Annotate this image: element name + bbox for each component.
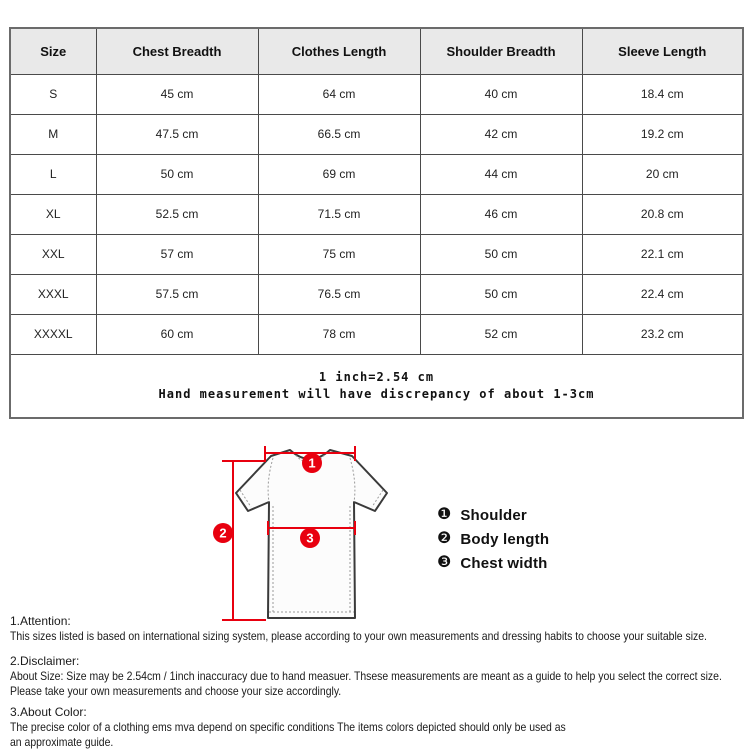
measurement-cell: 20 cm — [582, 154, 743, 194]
size-chart-table — [9, 27, 744, 419]
table-row — [10, 74, 743, 114]
circled-3-icon: ❸ — [437, 554, 452, 571]
measurement-cell: 23.2 cm — [582, 314, 743, 354]
attention-title: 1.Attention: — [10, 614, 71, 628]
table-row — [10, 154, 743, 194]
measurement-cell: 50 cm — [420, 234, 582, 274]
measurement-cell: 76.5 cm — [258, 274, 420, 314]
measurement-cell: 18.4 cm — [582, 74, 743, 114]
measurement-cell: 50 cm — [420, 274, 582, 314]
measurement-cell: 20.8 cm — [582, 194, 743, 234]
circled-2-icon: ❷ — [437, 530, 452, 547]
note-row — [10, 354, 743, 418]
column-header-shoulder: Shoulder Breadth — [420, 28, 582, 74]
diagram-legend — [437, 503, 549, 575]
marker-3-number: 3 — [306, 530, 314, 546]
about-color-body-line2: an approximate guide. — [10, 735, 114, 749]
marker-1-number: 1 — [308, 455, 316, 471]
measurement-cell: 22.4 cm — [582, 274, 743, 314]
disclaimer-body-line1: About Size: Size may be 2.54cm / 1inch inaccuracy due to hand measuer. Thsese measurements are meant as a guide to help you select the correct size. — [10, 669, 722, 683]
legend-item-body-length — [437, 527, 549, 551]
measurement-cell: 75 cm — [258, 234, 420, 274]
measurement-cell: 47.5 cm — [96, 114, 258, 154]
marker-3 — [300, 528, 320, 548]
size-cell: S — [10, 74, 96, 114]
measurement-cell: 22.1 cm — [582, 234, 743, 274]
marker-2 — [213, 523, 233, 543]
inch-conversion-note: 1 inch=2.54 cm — [318, 369, 435, 384]
measurement-cell: 57 cm — [96, 234, 258, 274]
hand-measurement-note: Hand measurement will have discrepancy of about 1-3cm — [158, 386, 595, 401]
measurement-cell: 60 cm — [96, 314, 258, 354]
measurement-cell: 40 cm — [420, 74, 582, 114]
size-chart-section — [9, 27, 744, 419]
size-cell: XXXXL — [10, 314, 96, 354]
note-cell — [10, 354, 743, 418]
table-row — [10, 194, 743, 234]
measurement-cell: 42 cm — [420, 114, 582, 154]
measurement-cell: 57.5 cm — [96, 274, 258, 314]
measurement-cell: 64 cm — [258, 74, 420, 114]
measurement-cell: 44 cm — [420, 154, 582, 194]
disclaimer-title: 2.Disclaimer: — [10, 654, 80, 668]
measurement-cell: 69 cm — [258, 154, 420, 194]
legend-label: Shoulder — [460, 506, 527, 524]
legend-item-chest-width — [437, 551, 549, 575]
about-color-body-line1: The precise color of a clothing ems mva depend on specific conditions The items colors depicted should only be used as — [10, 720, 566, 734]
size-cell: XL — [10, 194, 96, 234]
size-cell: L — [10, 154, 96, 194]
table-row — [10, 314, 743, 354]
measurement-cell: 66.5 cm — [258, 114, 420, 154]
marker-1 — [302, 453, 322, 473]
legend-label: Chest width — [460, 554, 548, 572]
measurement-cell: 52 cm — [420, 314, 582, 354]
size-cell: XXL — [10, 234, 96, 274]
table-row — [10, 234, 743, 274]
table-row — [10, 114, 743, 154]
measurement-cell: 52.5 cm — [96, 194, 258, 234]
disclaimer-section — [10, 652, 750, 697]
about-color-title: 3.About Color: — [10, 705, 87, 719]
measurement-cell: 46 cm — [420, 194, 582, 234]
column-header-size: Size — [10, 28, 96, 74]
column-header-length: Clothes Length — [258, 28, 420, 74]
circled-1-icon: ❶ — [437, 506, 452, 523]
legend-label: Body length — [460, 530, 550, 548]
tshirt-diagram — [210, 438, 450, 630]
about-color-section — [10, 703, 750, 748]
column-header-chest: Chest Breadth — [96, 28, 258, 74]
header-row — [10, 28, 743, 74]
marker-2-number: 2 — [219, 525, 227, 541]
disclaimer-body-line2: Please take your own measurements and choose your size accordingly. — [10, 684, 342, 698]
size-cell: M — [10, 114, 96, 154]
measurement-cell: 45 cm — [96, 74, 258, 114]
table-row — [10, 274, 743, 314]
measurement-cell: 50 cm — [96, 154, 258, 194]
measurement-cell: 71.5 cm — [258, 194, 420, 234]
measurement-cell: 19.2 cm — [582, 114, 743, 154]
measurement-cell: 78 cm — [258, 314, 420, 354]
size-cell: XXXL — [10, 274, 96, 314]
column-header-sleeve: Sleeve Length — [582, 28, 743, 74]
attention-body: This sizes listed is based on international sizing system, please according to your own measurements and dressing habits to choose your suitable size. — [10, 629, 707, 643]
legend-item-shoulder — [437, 503, 549, 527]
attention-section — [10, 612, 750, 642]
